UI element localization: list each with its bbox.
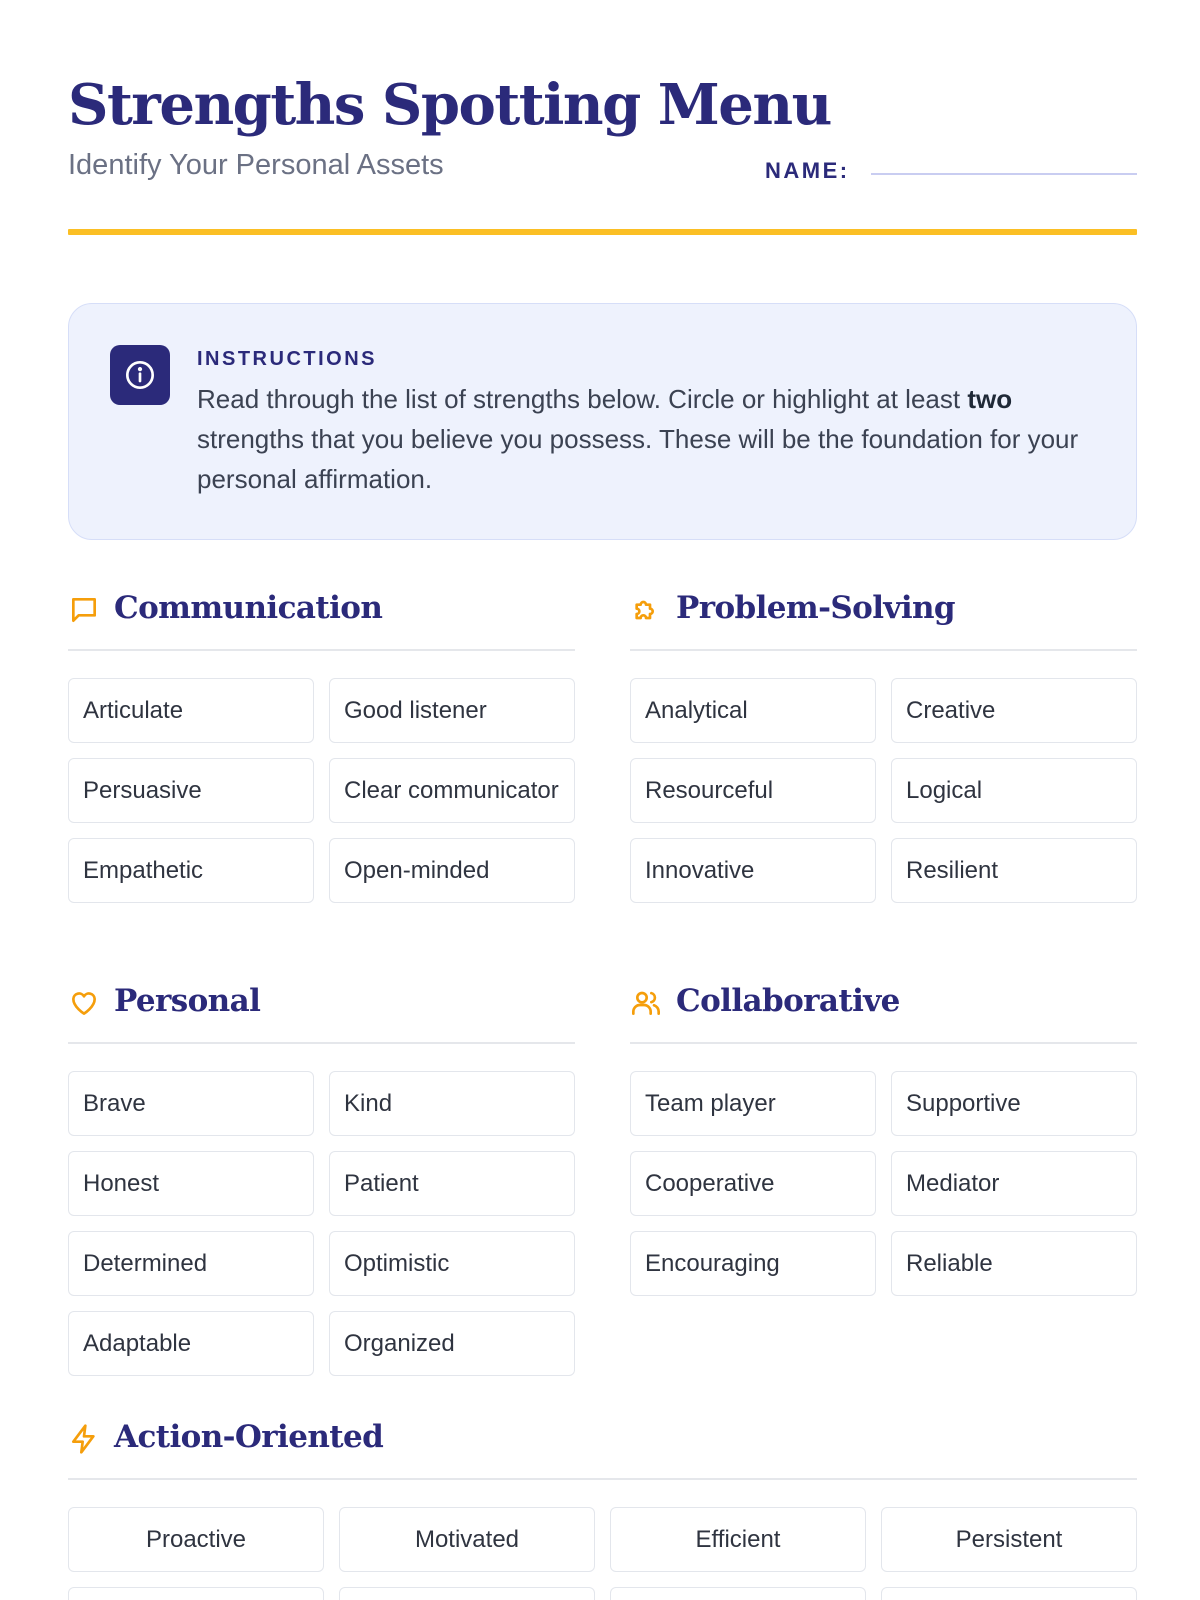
category-title: Collaborative [676,983,900,1019]
category-header [630,580,1137,651]
page-subtitle: Identify Your Personal Assets [68,149,444,181]
info-icon [110,345,170,405]
strength-chip[interactable]: Encouraging [630,1231,876,1296]
strength-chip[interactable]: Persistent [881,1507,1137,1572]
strength-chip[interactable]: Resourceful [630,758,876,823]
strength-chip[interactable]: Articulate [68,678,314,743]
strength-chip[interactable]: Adaptable [68,1311,314,1376]
strength-chip[interactable]: Motivated [339,1507,595,1572]
users-icon [630,987,662,1019]
name-field-line[interactable] [871,173,1137,175]
header [68,0,1137,238]
strength-chip[interactable]: Good listener [329,678,575,743]
lightning-icon [68,1423,100,1455]
heart-icon [68,987,100,1019]
strength-chip[interactable]: Innovative [630,838,876,903]
strength-chip[interactable]: Clear communicator [329,758,575,823]
category-title: Action-Oriented [114,1419,384,1455]
category-header [68,973,575,1044]
strength-chip[interactable]: Open-minded [329,838,575,903]
instructions-heading: INSTRUCTIONS [197,348,377,370]
strength-chip[interactable]: Efficient [610,1507,866,1572]
worksheet-page [68,0,1137,1553]
strength-chip[interactable]: Honest [68,1151,314,1216]
strength-chip[interactable]: Resilient [891,838,1137,903]
instructions-text [197,379,1109,499]
strength-chip[interactable]: Creative [891,678,1137,743]
strength-chip[interactable]: Reliable [891,1231,1137,1296]
category-problem-solving [630,580,1137,903]
puzzle-icon [630,594,662,626]
strength-chip[interactable]: Mediator [891,1151,1137,1216]
strength-chip[interactable]: Empathetic [68,838,314,903]
category-collaborative [630,973,1137,1296]
strength-grid [68,1507,1137,1600]
category-title: Communication [114,590,383,626]
strength-chip[interactable]: Logical [891,758,1137,823]
strength-chip[interactable] [339,1587,595,1600]
category-header [630,973,1137,1044]
name-label: NAME: [765,158,850,183]
strength-chip[interactable]: Determined [68,1231,314,1296]
chat-bubble-icon [68,594,100,626]
strength-chip[interactable]: Analytical [630,678,876,743]
category-personal [68,973,575,1376]
instructions-text-part: strengths that you believe you possess. These will be the foundation for your personal affirmation. [197,424,1079,494]
instructions-box [68,303,1137,540]
strength-chip[interactable]: Proactive [68,1507,324,1572]
strength-chip[interactable]: Cooperative [630,1151,876,1216]
strength-grid [630,1071,1137,1296]
category-title: Problem-Solving [676,590,956,626]
category-action-oriented [68,1409,1137,1600]
strength-chip[interactable] [68,1587,324,1600]
strength-chip[interactable]: Kind [329,1071,575,1136]
strength-chip[interactable]: Patient [329,1151,575,1216]
category-title: Personal [114,983,261,1019]
strength-chip[interactable] [881,1587,1137,1600]
category-communication [68,580,575,903]
instructions-emphasis: two [967,384,1013,414]
strength-grid [630,678,1137,903]
page-title: Strengths Spotting Menu [68,72,831,138]
strength-grid [68,1071,575,1376]
strength-grid [68,678,575,903]
strength-chip[interactable]: Brave [68,1071,314,1136]
strength-chip[interactable] [610,1587,866,1600]
strength-chip[interactable]: Optimistic [329,1231,575,1296]
header-divider [68,229,1137,235]
strength-chip[interactable]: Organized [329,1311,575,1376]
strength-chip[interactable]: Supportive [891,1071,1137,1136]
instructions-text-part: Read through the list of strengths below. Circle or highlight at least [197,384,968,414]
category-header [68,1409,1137,1480]
strength-chip[interactable]: Persuasive [68,758,314,823]
strength-chip[interactable]: Team player [630,1071,876,1136]
category-header [68,580,575,651]
